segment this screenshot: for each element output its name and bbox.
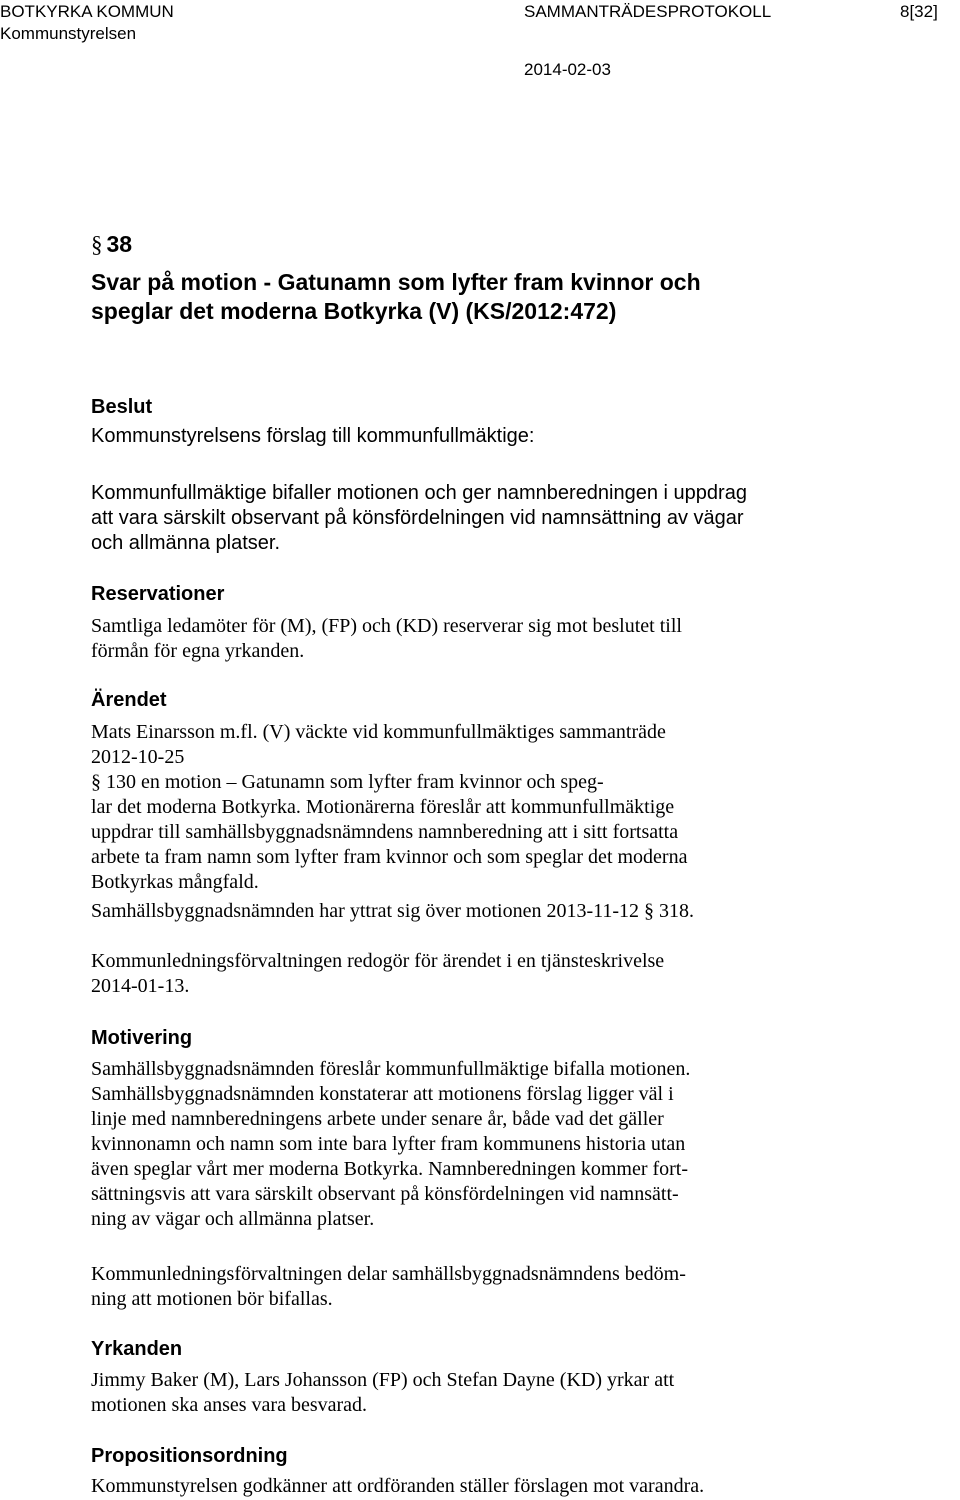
text-line: Samtliga ledamöter för (M), (FP) och (KD) reserverar sig mot beslutet till xyxy=(91,615,682,637)
motivering-paragraph-2 xyxy=(91,1262,686,1312)
text-line: arbete ta fram namn som lyfter fram kvinnor och som speglar det moderna xyxy=(91,846,688,868)
arendet-paragraph-2 xyxy=(91,899,694,924)
text-line: Mats Einarsson m.fl. (V) väckte vid kommunfullmäktiges sammanträde xyxy=(91,721,666,743)
section-sign: § xyxy=(91,232,103,257)
arendet-paragraph-1 xyxy=(91,720,687,895)
text-line: ning att motionen bör bifallas. xyxy=(91,1288,333,1310)
committee-name: Kommunstyrelsen xyxy=(0,24,137,43)
text-line: kvinnonamn och namn som inte bara lyfter fram kommunens historia utan xyxy=(91,1133,686,1155)
text-line: linje med namnberedningens arbete under senare år, både vad det gäller xyxy=(91,1108,664,1130)
heading-yrkanden: Yrkanden xyxy=(91,1338,183,1360)
text-line: Kommunstyrelsen godkänner att ordföranden ställer förslagen mot varandra. xyxy=(91,1475,705,1497)
item-number xyxy=(91,230,132,259)
text-line: och allmänna platser. xyxy=(91,532,281,554)
text-line xyxy=(91,745,687,795)
text-segment: 318. xyxy=(654,900,695,922)
text-line: att vara särskilt observant på könsfördelningen vid namnsättning av vägar xyxy=(91,507,744,529)
item-title-line: Svar på motion - Gatunamn som lyfter fram kvinnor och xyxy=(91,269,701,295)
motivering-paragraph-1 xyxy=(91,1057,690,1232)
text-line: Kommunledningsförvaltningen redogör för ärendet i en tjänsteskrivelse xyxy=(91,950,665,972)
heading-beslut: Beslut xyxy=(91,396,153,418)
text-line: Kommunledningsförvaltningen delar samhällsbyggnadsnämndens bedöm- xyxy=(91,1263,686,1285)
text-segment: Samhällsbyggnadsnämnden har yttrat sig över motionen 2013-11-12 xyxy=(91,900,645,922)
text-line: lar det moderna Botkyrka. Motionärerna föreslår att kommunfullmäktige xyxy=(91,796,675,818)
text-line: Kommunfullmäktige bifaller motionen och ger namnberedningen i uppdrag xyxy=(91,482,747,504)
text-line: Samhällsbyggnadsnämnden föreslår kommunfullmäktige bifalla motionen. xyxy=(91,1058,691,1080)
document-type: SAMMANTRÄDESPROTOKOLL xyxy=(524,2,772,21)
heading-reservationer: Reservationer xyxy=(91,583,225,605)
text-line: Botkyrkas mångfald. xyxy=(91,871,259,893)
text-line: uppdrar till samhällsbyggnadsnämndens namnberedning att i sitt fortsatta xyxy=(91,821,679,843)
text-line: Jimmy Baker (M), Lars Johansson (FP) och Stefan Dayne (KD) yrkar att xyxy=(91,1369,675,1391)
heading-propositionsordning: Propositionsordning xyxy=(91,1445,288,1467)
arendet-paragraph-3 xyxy=(91,949,664,999)
text-line: motionen ska anses vara besvarad. xyxy=(91,1394,368,1416)
page-number: 8[32] xyxy=(900,2,938,21)
text-line: 2014-01-13. xyxy=(91,975,190,997)
section-sign: § xyxy=(91,771,101,793)
municipality-name: BOTKYRKA KOMMUN xyxy=(0,2,174,21)
item-title xyxy=(91,268,701,326)
propositionsordning-text xyxy=(91,1474,704,1499)
meeting-date: 2014-02-03 xyxy=(524,60,611,79)
text-line: förmån för egna yrkanden. xyxy=(91,640,305,662)
text-segment: 2012-10-25 xyxy=(91,746,185,768)
yrkanden-text xyxy=(91,1368,674,1418)
text-line: Samhällsbyggnadsnämnden konstaterar att motionens förslag ligger väl i xyxy=(91,1083,674,1105)
section-sign: § xyxy=(644,900,655,922)
reservationer-text xyxy=(91,614,682,664)
item-title-line: speglar det moderna Botkyrka (V) (KS/2012:472) xyxy=(91,298,617,324)
beslut-text xyxy=(91,481,747,556)
text-line: sättningsvis att vara särskilt observant på könsfördelningen vid namnsätt- xyxy=(91,1183,679,1205)
text-line: ning av vägar och allmänna platser. xyxy=(91,1208,375,1230)
beslut-intro: Kommunstyrelsens förslag till kommunfullmäktige: xyxy=(91,425,535,447)
heading-arendet: Ärendet xyxy=(91,689,167,711)
text-segment: 130 en motion – Gatunamn som lyfter fram kvinnor och speg- xyxy=(101,771,604,793)
heading-motivering: Motivering xyxy=(91,1027,193,1049)
text-line: även speglar vårt mer moderna Botkyrka. Namnberedningen kommer fort- xyxy=(91,1158,689,1180)
item-number-value: 38 xyxy=(106,231,133,257)
